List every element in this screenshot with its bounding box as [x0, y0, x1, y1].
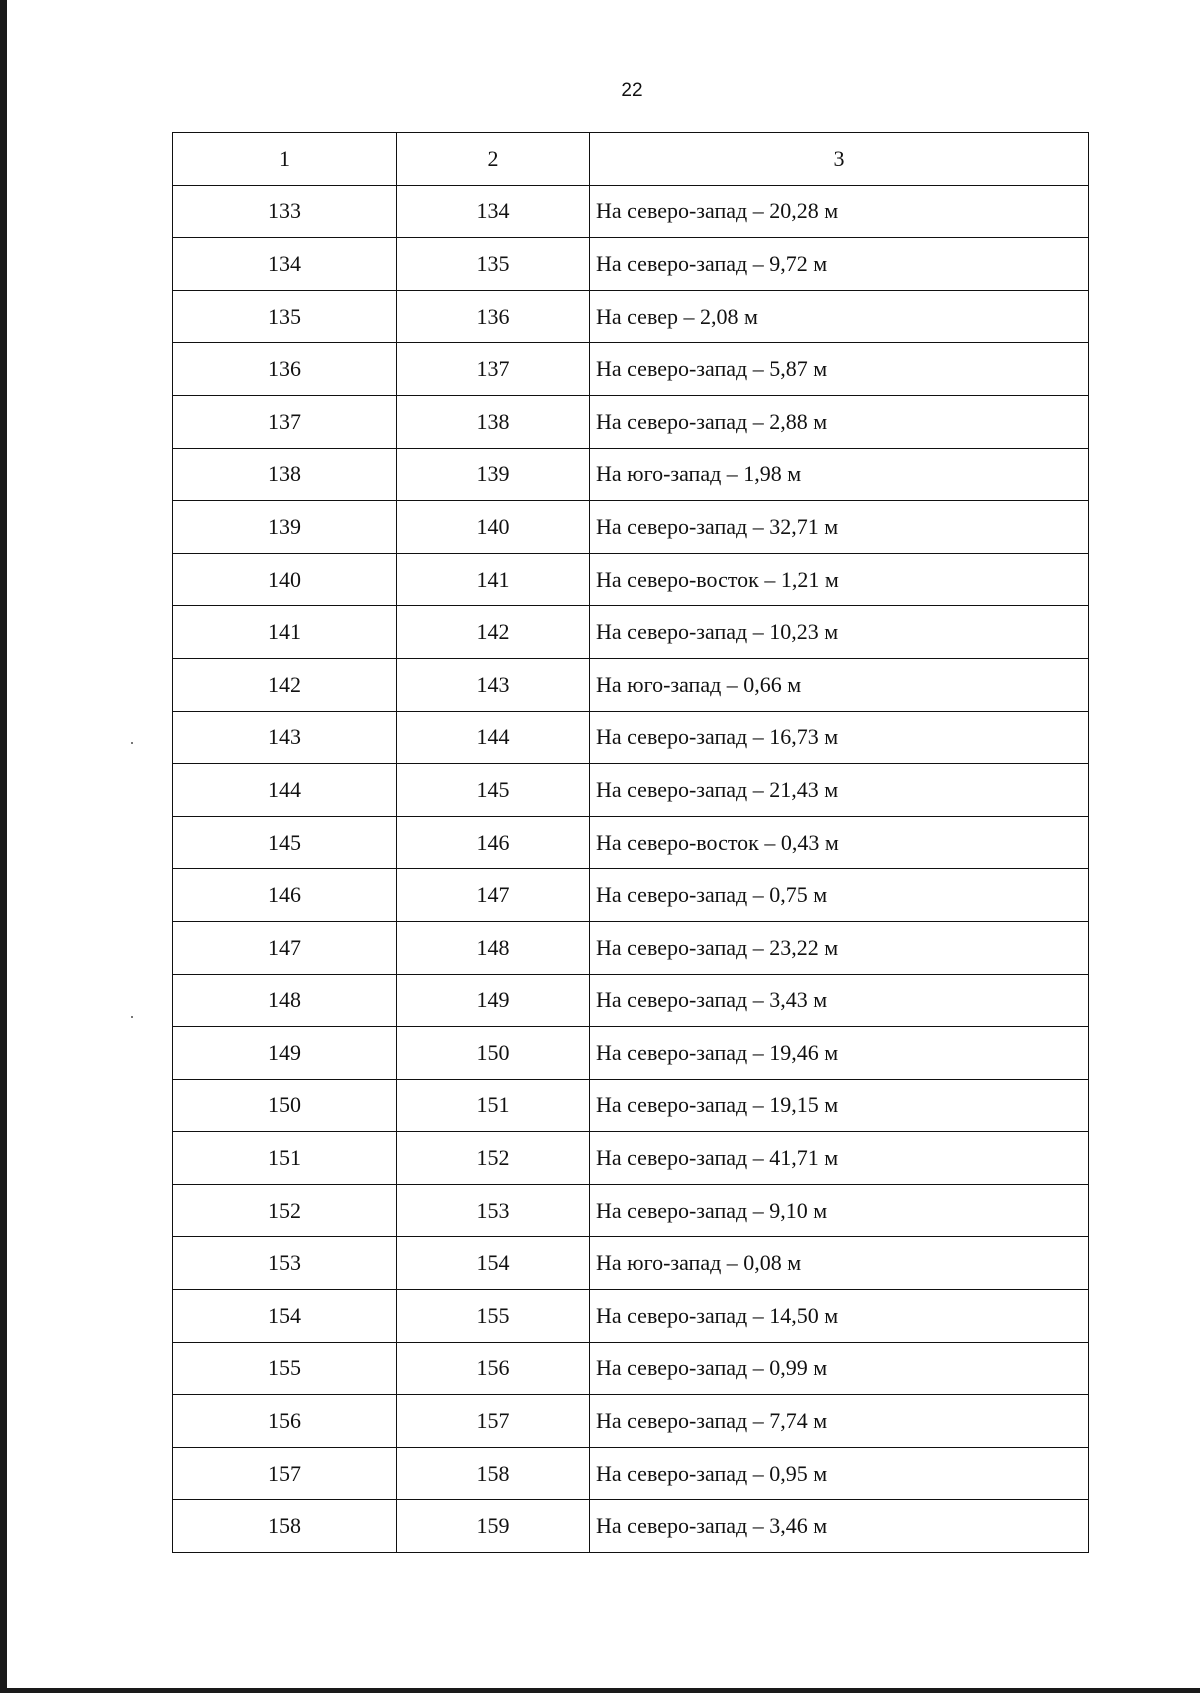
table-row — [173, 395, 1089, 448]
table-row — [173, 343, 1089, 396]
point-from-cell: 152 — [173, 1184, 397, 1237]
point-to-cell: 151 — [397, 1079, 590, 1132]
table-row — [173, 1237, 1089, 1290]
point-to-cell: 135 — [397, 238, 590, 291]
header-cell-2: 2 — [397, 133, 590, 186]
point-to-cell: 155 — [397, 1290, 590, 1343]
page-number: 22 — [621, 80, 643, 101]
point-from-cell: 139 — [173, 501, 397, 554]
table-row — [173, 501, 1089, 554]
table-row — [173, 869, 1089, 922]
scan-speck — [131, 742, 133, 744]
scan-left-edge — [0, 0, 7, 1693]
direction-distance-cell: На северо-запад – 0,75 м — [590, 869, 1089, 922]
point-from-cell: 151 — [173, 1132, 397, 1185]
point-from-cell: 138 — [173, 448, 397, 501]
point-to-cell: 149 — [397, 974, 590, 1027]
table-row — [173, 1132, 1089, 1185]
point-from-cell: 134 — [173, 238, 397, 291]
table-row — [173, 1184, 1089, 1237]
point-to-cell: 147 — [397, 869, 590, 922]
point-from-cell: 150 — [173, 1079, 397, 1132]
point-to-cell: 134 — [397, 185, 590, 238]
point-to-cell: 153 — [397, 1184, 590, 1237]
table-row — [173, 1079, 1089, 1132]
point-to-cell: 159 — [397, 1500, 590, 1553]
header-cell-3: 3 — [590, 133, 1089, 186]
point-from-cell: 137 — [173, 395, 397, 448]
scan-bottom-edge — [0, 1688, 1200, 1693]
table-row — [173, 1447, 1089, 1500]
point-to-cell: 136 — [397, 290, 590, 343]
table-row — [173, 1500, 1089, 1553]
direction-distance-cell: На северо-запад – 3,46 м — [590, 1500, 1089, 1553]
table-row — [173, 816, 1089, 869]
table-row — [173, 185, 1089, 238]
table-row — [173, 1395, 1089, 1448]
point-from-cell: 148 — [173, 974, 397, 1027]
point-to-cell: 158 — [397, 1447, 590, 1500]
direction-distance-cell: На северо-запад – 19,46 м — [590, 1027, 1089, 1080]
point-from-cell: 140 — [173, 553, 397, 606]
table-row — [173, 553, 1089, 606]
direction-distance-cell: На северо-запад – 16,73 м — [590, 711, 1089, 764]
table-row — [173, 974, 1089, 1027]
table-row — [173, 606, 1089, 659]
point-from-cell: 144 — [173, 764, 397, 817]
table-row — [173, 238, 1089, 291]
direction-distance-cell: На юго-запад – 0,66 м — [590, 658, 1089, 711]
direction-distance-cell: На северо-запад – 9,10 м — [590, 1184, 1089, 1237]
point-to-cell: 154 — [397, 1237, 590, 1290]
direction-distance-cell: На северо-запад – 2,88 м — [590, 395, 1089, 448]
point-from-cell: 141 — [173, 606, 397, 659]
direction-distance-cell: На северо-запад – 7,74 м — [590, 1395, 1089, 1448]
direction-distance-cell: На север – 2,08 м — [590, 290, 1089, 343]
point-to-cell: 152 — [397, 1132, 590, 1185]
point-from-cell: 154 — [173, 1290, 397, 1343]
point-from-cell: 143 — [173, 711, 397, 764]
point-from-cell: 145 — [173, 816, 397, 869]
table-row — [173, 448, 1089, 501]
direction-distance-cell: На северо-запад – 19,15 м — [590, 1079, 1089, 1132]
point-from-cell: 136 — [173, 343, 397, 396]
table-row — [173, 711, 1089, 764]
direction-distance-cell: На северо-запад – 41,71 м — [590, 1132, 1089, 1185]
table-row — [173, 290, 1089, 343]
point-from-cell: 153 — [173, 1237, 397, 1290]
point-from-cell: 147 — [173, 921, 397, 974]
scan-speck — [131, 1016, 133, 1018]
point-from-cell: 146 — [173, 869, 397, 922]
table-row — [173, 1290, 1089, 1343]
table-row — [173, 658, 1089, 711]
table-row — [173, 1027, 1089, 1080]
direction-distance-cell: На северо-запад – 5,87 м — [590, 343, 1089, 396]
direction-distance-cell: На юго-запад – 1,98 м — [590, 448, 1089, 501]
direction-distance-cell: На северо-запад – 32,71 м — [590, 501, 1089, 554]
point-from-cell: 158 — [173, 1500, 397, 1553]
table-body — [173, 133, 1089, 1553]
point-to-cell: 137 — [397, 343, 590, 396]
point-from-cell: 149 — [173, 1027, 397, 1080]
point-to-cell: 146 — [397, 816, 590, 869]
direction-distance-cell: На юго-запад – 0,08 м — [590, 1237, 1089, 1290]
direction-distance-cell: На северо-запад – 21,43 м — [590, 764, 1089, 817]
header-cell-1: 1 — [173, 133, 397, 186]
direction-distance-cell: На северо-запад – 0,95 м — [590, 1447, 1089, 1500]
point-from-cell: 135 — [173, 290, 397, 343]
table-row — [173, 921, 1089, 974]
table-row — [173, 764, 1089, 817]
point-to-cell: 140 — [397, 501, 590, 554]
table-header-row — [173, 133, 1089, 186]
point-to-cell: 156 — [397, 1342, 590, 1395]
direction-distance-cell: На северо-запад – 20,28 м — [590, 185, 1089, 238]
direction-distance-cell: На северо-восток – 1,21 м — [590, 553, 1089, 606]
point-from-cell: 155 — [173, 1342, 397, 1395]
boundary-table — [172, 132, 1089, 1553]
point-to-cell: 144 — [397, 711, 590, 764]
point-to-cell: 142 — [397, 606, 590, 659]
direction-distance-cell: На северо-запад – 9,72 м — [590, 238, 1089, 291]
direction-distance-cell: На северо-запад – 14,50 м — [590, 1290, 1089, 1343]
point-from-cell: 157 — [173, 1447, 397, 1500]
point-to-cell: 145 — [397, 764, 590, 817]
point-to-cell: 141 — [397, 553, 590, 606]
point-to-cell: 138 — [397, 395, 590, 448]
direction-distance-cell: На северо-запад – 3,43 м — [590, 974, 1089, 1027]
point-to-cell: 148 — [397, 921, 590, 974]
direction-distance-cell: На северо-запад – 23,22 м — [590, 921, 1089, 974]
point-from-cell: 142 — [173, 658, 397, 711]
point-to-cell: 143 — [397, 658, 590, 711]
direction-distance-cell: На северо-запад – 0,99 м — [590, 1342, 1089, 1395]
direction-distance-cell: На северо-запад – 10,23 м — [590, 606, 1089, 659]
point-to-cell: 157 — [397, 1395, 590, 1448]
table-row — [173, 1342, 1089, 1395]
point-from-cell: 156 — [173, 1395, 397, 1448]
point-from-cell: 133 — [173, 185, 397, 238]
point-to-cell: 139 — [397, 448, 590, 501]
point-to-cell: 150 — [397, 1027, 590, 1080]
direction-distance-cell: На северо-восток – 0,43 м — [590, 816, 1089, 869]
